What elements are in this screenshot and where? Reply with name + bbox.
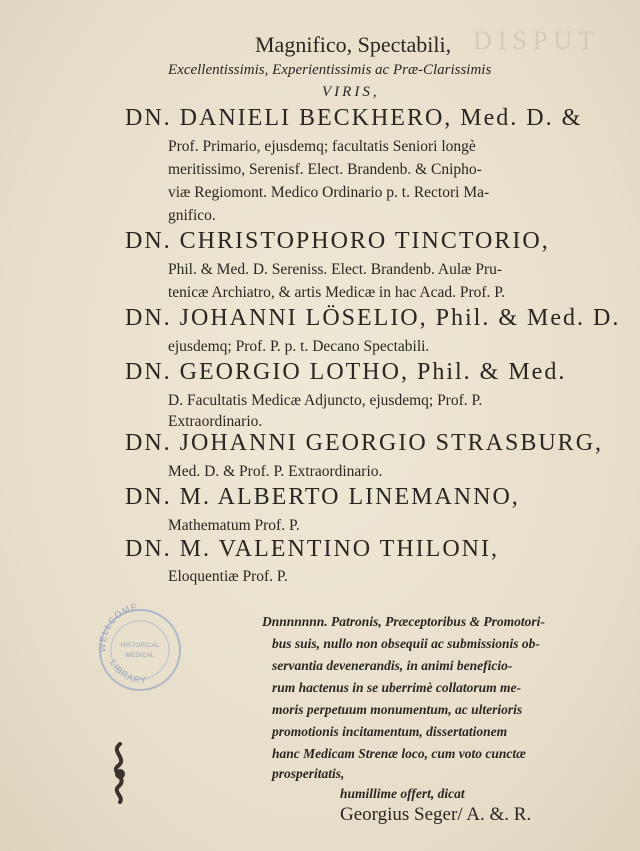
dedicatee-line: tenicæ Archiatro, & artis Medicæ in hac Acad. Prof. P. (168, 284, 506, 301)
dedicatee-line: ejusdemq; Prof. P. p. t. Decano Spectabili. (168, 338, 430, 355)
dedication-line: humillime offert, dicat (340, 786, 465, 801)
dedicatee-line: D. Facultatis Medicæ Adjuncto, ejusdemq; Prof. P. (168, 392, 483, 409)
bleed-through-text: DISPUT (472, 26, 600, 55)
stamp-top-text: WELLCOME (97, 601, 139, 653)
dedicatee-line: Eloquentiæ Prof. P. (168, 568, 288, 585)
dedication-line: prosperitatis, (272, 766, 345, 781)
dedicatee-line: gnifico. (168, 207, 216, 224)
dedicatee-name: DN. GEORGIO LOTHO, Phil. & Med. (125, 359, 567, 385)
dedicatee-line: meritissimo, Serenisf. Elect. Brandenb. & Cnipho- (168, 161, 482, 178)
dedication-line: Dnnnnnnn. Patronis, Præceptoribus & Promotori- (262, 614, 545, 629)
dedicatee-line: Phil. & Med. D. Sereniss. Elect. Brandenb. Aulæ Pru- (168, 261, 503, 278)
dedicatee-name: DN. M. ALBERTO LINEMANNO, (125, 484, 520, 510)
dedication-line: rum hactenus in se uberrimè collatorum me- (272, 680, 522, 695)
stamp-middle-text: MEDICAL (125, 652, 155, 659)
dedication-line: hanc Medicam Strenæ loco, cum voto cunctæ (272, 746, 526, 761)
dedicatee-line: Mathematum Prof. P. (168, 517, 300, 534)
dedicatee-name: DN. M. VALENTINO THILONI, (125, 536, 499, 562)
dedicatee-line: Med. D. & Prof. P. Extraordinario. (168, 463, 383, 480)
dedication-line: servantia devenerandis, in animi beneficio- (272, 658, 513, 673)
stamp-middle-text: HISTORICAL (120, 642, 160, 649)
dedicatee-name: DN. CHRISTOPHORO TINCTORIO, (125, 228, 550, 254)
heading-line-2: Excellentissimis, Experientissimis ac Præ-Clarissimis (168, 62, 492, 78)
signature: Georgius Seger/ A. &. R. (340, 804, 532, 825)
stamp-bottom-text: LIBRARY (108, 658, 148, 686)
heading-line-3: VIRIS, (322, 84, 380, 100)
dedicatee-name: DN. JOHANNI GEORGIO STRASBURG, (125, 430, 604, 456)
dedicatee-name: DN. DANIELI BECKHERO, Med. D. & (125, 105, 583, 131)
dedicatee-line: Prof. Primario, ejusdemq; facultatis Seniori longè (168, 138, 476, 155)
heading-line-1: Magnifico, Spectabili, (255, 32, 452, 57)
library-stamp (92, 600, 188, 696)
dedication-line: moris perpetuum monumentum, ac ulterioris (272, 702, 523, 717)
ornament-icon (106, 742, 134, 804)
dedicatee-name: DN. JOHANNI LÖSELIO, Phil. & Med. D. (125, 305, 621, 331)
dedicatee-line: Extraordinario. (168, 413, 263, 430)
dedication-line: bus suis, nullo non obsequii ac submissionis ob- (272, 636, 540, 651)
dedication-line: promotionis incitamentum, dissertationem (272, 724, 508, 739)
dedicatee-line: viæ Regiomont. Medico Ordinario p. t. Rectori Ma- (168, 184, 490, 201)
